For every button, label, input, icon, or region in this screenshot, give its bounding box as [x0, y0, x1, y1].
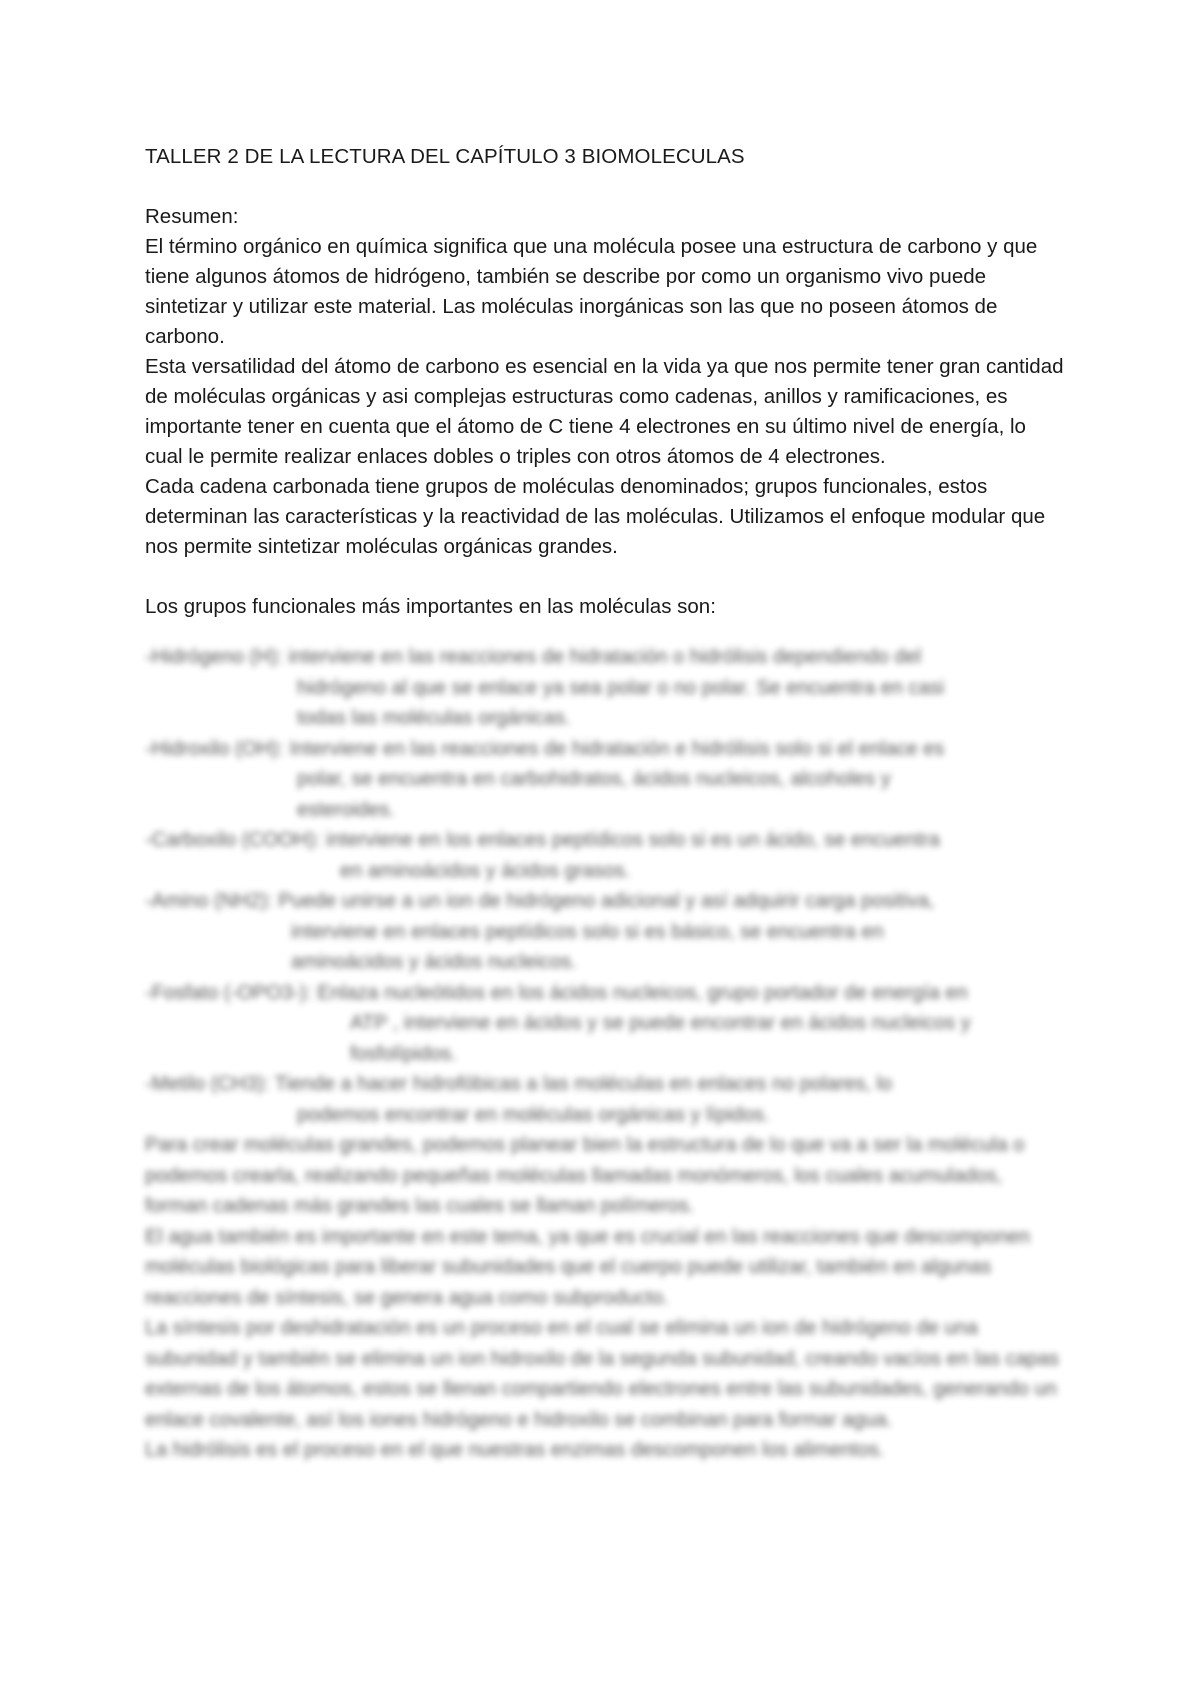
functional-groups-intro: Los grupos funcionales más importantes en las moléculas son:: [145, 595, 716, 618]
blurred-content: -Hidrógeno (H): interviene en las reacciones de hidratación o hidrólisis dependiendo del hidrógeno al que se enlace ya sea polar o no polar. Se encuentra en casi todas las moléculas orgánicas. -Hidroxilo (OH): Interviene en las reacciones de hidratación e hidrólisis solo si el enlace es polar, se encuentra en carbohidratos, ácidos nucleicos, alcoholes y esteroides. -Carboxilo (COOH): interviene en los enlaces peptídicos solo si es un ácido, se encuentra en aminoácidos y ácidos grasos. -Amino (NH2): Puede unirse a un ion de hidrógeno adicional y así adquirir carga positiva, interviene en enlaces peptídicos solo si es básico, se encuentra en aminoácidos y ácidos nucleicos. -Fosfato (-OPO3-): Enlaza nucleótidos en los ácidos nucleicos, grupo portador de energía en ATP , interviene en ácidos y se puede encontrar en ácidos nucleicos y fosfolípidos. -Metilo (CH3): Tiende a hacer hidrofóbicas a las moléculas en enlaces no polares, lo podemos encontrar en moléculas orgánicas y lípidos. Para crear moléculas grandes, podemos planear bien la estructura de lo que va a ser la molécula o podemos crearla, realizando pequeñas moléculas llamadas monómeros, los cuales acumulados, forman cadenas más grandes las cuales se llaman polímeros. El agua también es importante en este tema, ya que es crucial en las reacciones que descomponen moléculas biológicas para liberar subunidades que el cuerpo puede utilizar, también en algunas reacciones de síntesis, se genera agua como subproducto. La síntesis por deshidratación es un proceso en el cual se elimina un ion de hidrógeno de una subunidad y también se elimina un ion hidroxilo de la segunda subunidad, creando vacíos en las capas externas de los átomos, estos se llenan compartiendo electrones entre las subunidades, generando un enlace covalente, así los iones hidrógeno e hidroxilo se combinan para formar agua. La hidrólisis es el proceso en el que nuestras enzimas descomponen los alimentos.: [145, 646, 1059, 1461]
document-title: TALLER 2 DE LA LECTURA DEL CAPÍTULO 3 BIOMOLECULAS: [145, 145, 745, 168]
document-body: [145, 142, 1065, 622]
summary-paragraph-2: Esta versatilidad del átomo de carbono es esencial en la vida ya que nos permite tener gran cantidad de moléculas orgánicas y asi complejas estructuras como cadenas, anillos y ramificaciones, es importante tener en cuenta que el átomo de C tiene 4 electrones en su último nivel de energía, lo cual le permite realizar enlaces dobles o triples con otros átomos de 4 electrones.: [145, 355, 1064, 468]
summary-label: Resumen:: [145, 205, 239, 228]
summary-paragraph-1: El término orgánico en química significa que una molécula posee una estructura de carbono y que tiene algunos átomos de hidrógeno, también se describe por como un organismo vivo puede sintetizar y utilizar este material. Las moléculas inorgánicas son las que no poseen átomos de carbono.: [145, 235, 1038, 348]
paragraph-gap: [145, 562, 1065, 592]
summary-paragraph-3: Cada cadena carbonada tiene grupos de moléculas denominados; grupos funcionales, estos determinan las características y la reactividad de las moléculas. Utilizamos el enfoque modular que nos permite sintetizar moléculas orgánicas grandes.: [145, 475, 1046, 558]
